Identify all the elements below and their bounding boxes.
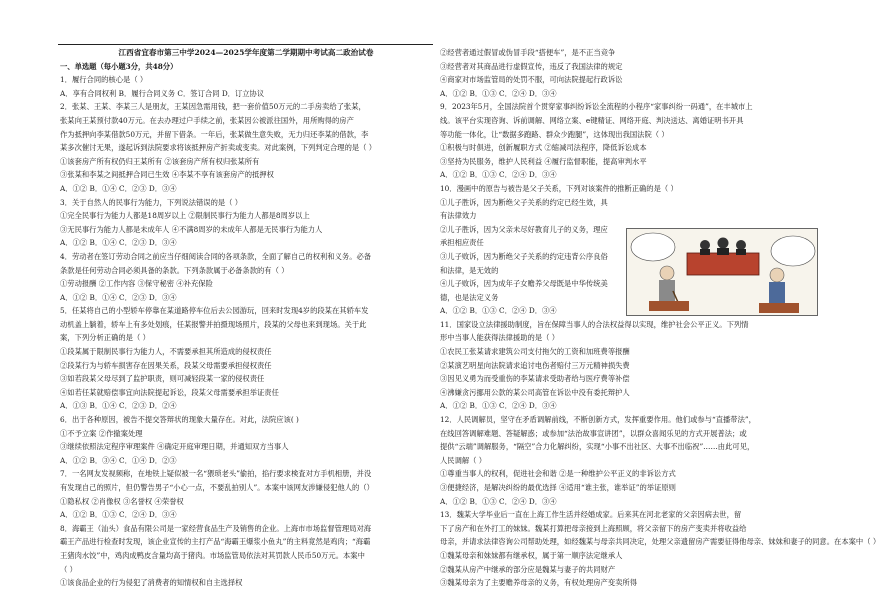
- question-line: 9．2023年5月，全国法院首个贯穿家事纠纷诉讼全流程的小程序“家事纠纷一码通”，在丰城市上: [440, 102, 753, 112]
- question-line: ①劳动报酬 ②工作内容 ③保守秘密 ④补充保险: [60, 279, 213, 289]
- question-line: ③因见义勇为而受重伤的李某请求受助者给与医疗费等补偿: [440, 374, 630, 384]
- question-line: ③继续依照法定程序审理案件 ④确定开庭审理日期，并通知双方当事人: [60, 442, 289, 452]
- question-line: ③经营者对其商品进行虚假宣传，违反了我国法律的规定: [440, 61, 623, 71]
- question-line: ③儿子败诉，因为断绝父子关系的约定违背公序良俗: [440, 251, 608, 261]
- courtroom-cartoon: [626, 228, 818, 316]
- question-line: 作为抵押向李某借款50万元，并留下借条。一年后，张某做生意失败，无力归还李某的借款，李: [60, 129, 369, 139]
- question-line: A．①② B．①③ C．②④ D．③④: [440, 170, 557, 180]
- question-line: 8．海霸王（汕头）食品有限公司是一家经营食品生产及销售的企业。上海市市场监督管理局对海: [60, 523, 372, 533]
- question-line: 6．出于各种原因，被告不提交答辩状的现象大量存在。对此，法院应该( ): [60, 415, 299, 425]
- question-line: ②经营者通过假冒或伪冒手段“搭便车”，是不正当竞争: [440, 48, 616, 57]
- question-line: ①不予立案 ②作撤案处理: [60, 428, 143, 438]
- question-line: A．①② B．①④ C．②③ D．③④: [60, 292, 177, 302]
- question-line: 3．关于自然人的民事行为能力，下列说法错误的是（ ）: [60, 197, 243, 207]
- question-line: A．①③ B．①④ C．②③ D．②④: [60, 401, 177, 411]
- question-line: ④沸嫌贪污挪用公款的某公司高管在诉讼中没有委托辩护人: [440, 387, 630, 397]
- question-line: 有法律效力: [440, 211, 477, 221]
- question-line: 5．任某将自己的小型轿车停靠在某道路停车位后去公园游玩，回来时发现4岁的段某在其轿车发: [60, 306, 369, 316]
- question-line: 13．魏某大学毕业后一直在上海工作生活并经婚成家。后来其在河北老家的父亲因病去世，留: [440, 510, 742, 520]
- question-line: ③便捷经济，是解决纠纷的最优选择 ④适用“谁主张，谁举证”的举证原则: [440, 483, 676, 492]
- question-line: 线。该平台实现咨询、诉前调解、网络立案、e键精证、网络开庭、判决送达、离婚证明书开具: [440, 115, 744, 125]
- question-line: 1．履行合同的核心是（ ）: [60, 75, 148, 85]
- question-line: 某多次催讨无果，遂起诉到法院要求将该抵押房产折卖或变卖。对此案例，下列判定合理的是（ ）: [60, 143, 377, 153]
- question-line: 提供“云端”调解服务，“隔空”合力化解纠纷，实现“小事不出社区、大事不出临祝”……由此可见，: [440, 442, 755, 452]
- question-line: A．①② B．①③ C．②④ D．③④: [60, 510, 177, 520]
- question-line: ④商家对市场监管局的处罚不服，可向法院提起行政诉讼: [440, 75, 623, 85]
- question-line: A．①② B．①③ C．②④ D．③④: [440, 401, 557, 411]
- question-line: A．①② B．③④ C．①④ D．②③: [60, 455, 177, 465]
- question-line: 和法律，是无效的: [440, 265, 499, 275]
- question-line: A．享有合同权利 B．履行合同义务 C．签订合同 D．订立协议: [60, 88, 265, 98]
- right-column: [440, 46, 880, 590]
- question-line: 下了房产和在外打工的妹妹。魏某打算把母亲接到上海照顾，将父亲留下的房产变卖并将收益给: [440, 523, 747, 533]
- question-line: 案，下列分析正确的是（ ）: [60, 333, 150, 343]
- question-line: 动机盖上躺着，轿车上有多处划痕，任某报警并拍摄现场照片，段某的父母也来到现场。关于此: [60, 319, 367, 329]
- question-line: ①农民工张某请求建筑公司支付拖欠的工资和加班费等报酬: [440, 347, 630, 357]
- question-line: 12．人民调解员，坚守在矛盾调解前线，不断创新方式，发挥重要作用。他们或参与“直播带法”，: [440, 415, 756, 425]
- question-line: ①魏某母亲和妹妹都有继承权，属于第一顺序法定继承人: [440, 550, 623, 560]
- section-heading: 一、单选题（每小题3分，共48分）: [60, 61, 178, 71]
- question-line: ①隐私权 ②肖像权 ③名誉权 ④荣誉权: [60, 496, 184, 506]
- question-line: 4．劳动者在签订劳动合同之前应当仔细阅读合同的各项条款，全面了解自己的权利和义务。必备: [60, 251, 372, 261]
- question-line: 母亲，并请求法律咨询公司帮助处理，如经魏某与母亲共同决定，处理父亲遗留房产需要征得他母亲、妹妹和妻子的同意。在本案中（ ）: [440, 537, 880, 547]
- question-line: ①该食品企业的行为侵犯了消费者的知情权和自主选择权: [60, 578, 243, 588]
- question-line: 等功能一体化，让“数据多跑路、群众少跑腿”，这体现出我国法院（ ）: [440, 129, 669, 139]
- question-line: ④如若任某就赔偿事宜向法院提起诉讼，段某父母需要承担举证责任: [60, 387, 279, 397]
- cartoon-illustration: [627, 229, 817, 315]
- question-line: ②段某行为与轿车损害存在因果关系，段某父母需要承担侵权责任: [60, 360, 272, 370]
- question-line: A．①② B．①③ C．②④ D．③④: [440, 306, 557, 316]
- question-line: ②某演艺明星向法院请求追讨电伤者赔付三万元精神损失费: [440, 360, 630, 370]
- question-line: 在线回答调解难题、答疑解惑；或参加“法治故事宣讲团”，以群众喜闻乐见的方式开展普法；或: [440, 428, 747, 438]
- question-line: 王猪肉水饺”中，鸡肉成鸭皮含量均高于猪肉。市场监管局依法对其罚款人民币50万元。本案中: [60, 550, 365, 560]
- question-line: A．①② B．①④ C．②③ D．③④: [60, 238, 177, 248]
- question-line: ①段某属于限制民事行为能力人，不需要承担其所造成的侵权责任: [60, 347, 272, 357]
- question-line: （ ）: [60, 564, 77, 574]
- question-line: 张某向王某预付款40万元。在去办理过户手续之前，张某因公被派往国外，用所购得的房产: [60, 115, 354, 125]
- question-line: ③张某和李某之间抵押合同已生效 ④李某不享有该套房产的抵押权: [60, 170, 274, 180]
- question-line: 人民调解（ ）: [440, 455, 487, 465]
- question-line: A．①② B．①③ C．②④ D．③④: [440, 88, 557, 98]
- question-line: 形中当事人能获得法律援助的是（ ）: [440, 333, 560, 343]
- question-line: 条款是任何劳动合同必须具备的条款。下列条款属于必备条款的有（ ）: [60, 265, 289, 275]
- question-line: ②儿子胜诉，因为父亲未尽好教育儿子的义务，理应: [440, 224, 608, 234]
- question-line: 10．漫画中的原告与被告是父子关系，下列对该案件的推断正确的是（ ）: [440, 183, 678, 193]
- question-line: A．①② B．①④ C．②③ D．③④: [60, 183, 177, 193]
- question-line: 有发现自己的照片，但仍警告男子“小心一点，不要乱拍别人”。本案中该网友涉嫌侵犯他人的（）: [60, 483, 374, 492]
- question-line: 7．一名网友发视频称，在地铁上疑似被一名“猥琐老头”偷拍，掐行要求検査对方手机相册，并没: [60, 469, 372, 479]
- question-line: ③魏某母亲为了主要赡养母亲的义务，有权处理房产变卖所得: [440, 578, 638, 588]
- top-rule: [58, 44, 433, 45]
- left-column: [60, 46, 432, 590]
- exam-title: 江西省宜春市第三中学2024—2025学年度第二学期期中考试高二政治试卷: [118, 48, 374, 57]
- question-line: ②魏某从房产中继承的部分应是魏某与妻子的共同财产: [440, 564, 616, 574]
- right-question-list-b: [440, 304, 880, 589]
- question-line: A．①② B．①③ C．②④ D．③④: [440, 496, 557, 506]
- question-line: ①儿子胜诉，因为断绝父子关系的约定已经生效，具: [440, 197, 608, 207]
- question-line: 11．国家设立法律援助制度，旨在保障当事人的合法权益得以实现，维护社会公平正义。下列情: [440, 319, 749, 329]
- question-line: ③无民事行为能力人都是未成年人 ④不满8周岁的未成年人都是无民事行为能力人: [60, 224, 323, 234]
- question-line: 2．张某、王某、李某三人是朋友，王某因急需用钱，把一套价值50万元的二手房卖给了张某，: [60, 102, 366, 112]
- question-line: 承担相应责任: [440, 238, 484, 248]
- question-line: 霸王产品进行检查时发现，该企业宣传的主打产品“海霸王爆浆小鱼丸”的主料竟然是鸡肉；“海霸: [60, 537, 371, 547]
- question-line: ④儿子败诉，因为成年子女赡养父母既是中华传统美: [440, 279, 608, 289]
- question-line: ①积极与时俱进，创新履职方式 ②缩减司法程序，降低诉讼成本: [440, 143, 647, 153]
- question-line: ③坚持为民服务，维护人民利益 ④履行监督职能，提高审判水平: [440, 156, 647, 166]
- question-line: ①完全民事行为能力人都是18周岁以上 ②限制民事行为能力人都是8周岁以上: [60, 211, 310, 221]
- question-line: ③如若段某父母尽到了监护职责，则可减轻段某一家的侵权责任: [60, 374, 265, 384]
- question-line: 德，也是法定义务: [440, 292, 499, 302]
- question-line: ①该套房产所有权仍归王某所有 ②该套房产所有权归张某所有: [60, 156, 260, 166]
- left-question-list: [60, 73, 432, 590]
- question-line: ①尊重当事人的权利，促进社会和谐 ②是一种维护公平正义的非诉讼方式: [440, 469, 676, 479]
- right-question-list: [440, 46, 818, 182]
